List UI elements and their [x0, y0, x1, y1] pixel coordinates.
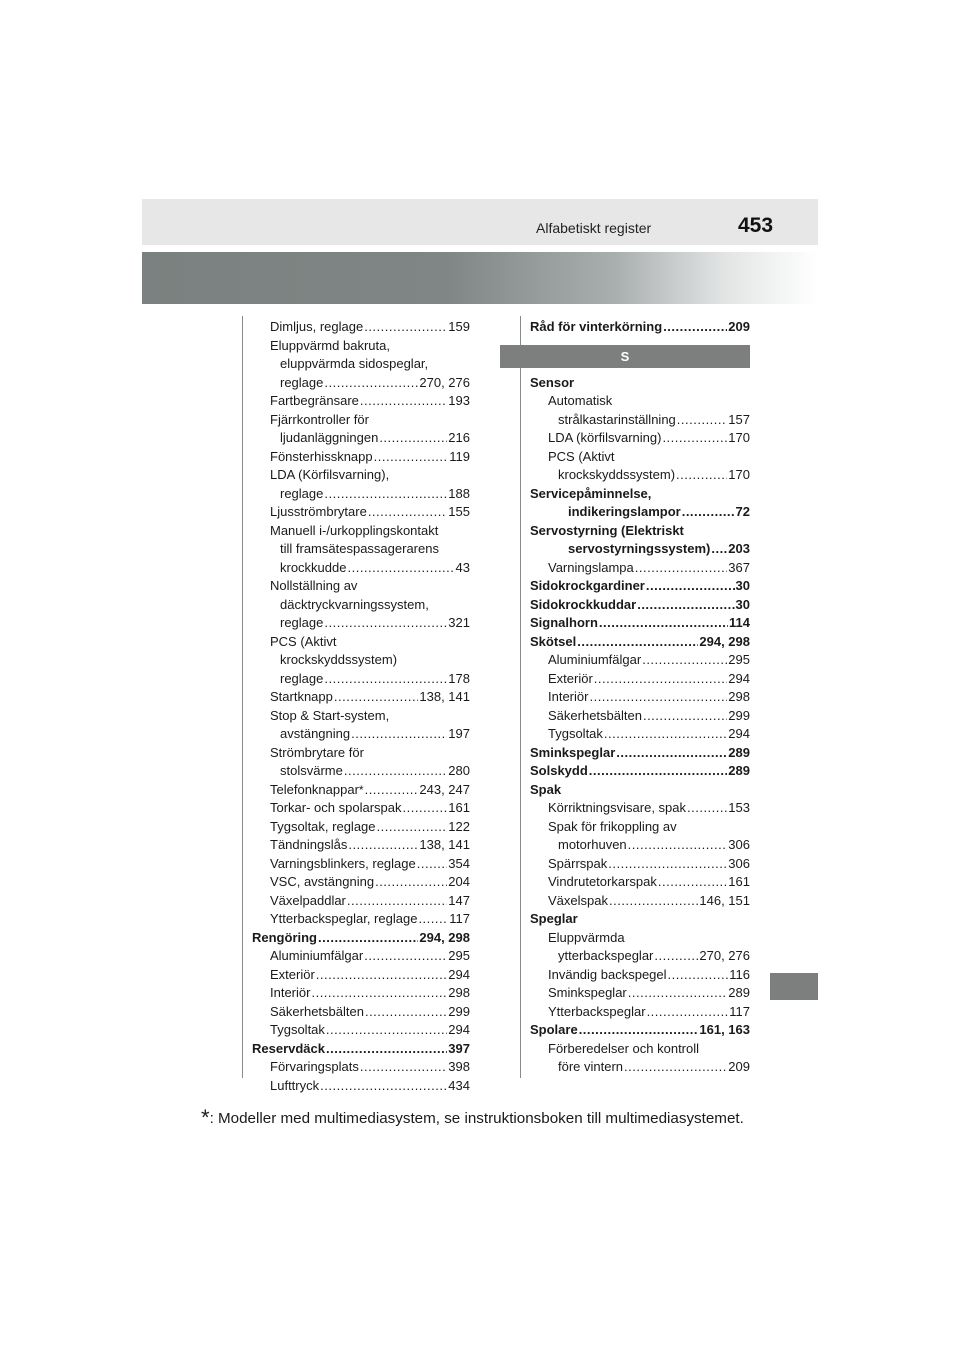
- index-entry: [530, 984, 750, 1003]
- index-entry: [252, 540, 470, 559]
- index-entry-text: Ytterbackspeglar: [548, 1003, 646, 1019]
- index-entry-page: 367: [728, 559, 750, 575]
- dot-leader: [403, 799, 448, 818]
- index-entry-page: 216: [448, 430, 470, 445]
- index-entry-text: Eluppvärmd bakruta,: [270, 337, 390, 353]
- index-entry: [530, 670, 750, 689]
- index-entry: [530, 596, 750, 615]
- index-entry-text: till framsätespassagerarens: [280, 541, 439, 556]
- index-entry-text: Tygsoltak: [548, 726, 603, 741]
- dot-leader: [311, 984, 447, 1003]
- index-entry-text: Växelspak: [548, 892, 608, 908]
- index-entry-page: 114: [729, 615, 750, 630]
- footnote: [201, 1105, 744, 1130]
- dot-leader: [628, 836, 728, 855]
- index-entry: [252, 892, 470, 911]
- index-entry-page: 161, 163: [699, 1022, 750, 1037]
- index-entry: [530, 466, 750, 485]
- index-entry-text: Strömbrytare för: [270, 744, 364, 760]
- index-entry-page: 294: [448, 966, 470, 982]
- dot-leader: [647, 1003, 729, 1022]
- index-entry: [252, 670, 470, 689]
- index-entry: [252, 688, 470, 707]
- index-entry: [252, 984, 470, 1003]
- dot-leader: [365, 781, 419, 800]
- index-entry-page: 43: [455, 559, 470, 575]
- index-entry: [252, 855, 470, 874]
- index-entry-text: reglage: [280, 670, 324, 686]
- index-column-right: [530, 318, 750, 1077]
- index-entry: [530, 910, 750, 929]
- index-entry: [530, 577, 750, 596]
- index-entry-text: Interiör: [548, 689, 589, 704]
- index-entry-page: 295: [728, 652, 750, 667]
- index-entry-text: Startknapp: [270, 689, 333, 704]
- index-entry-text: Säkerhetsbälten: [270, 1003, 364, 1019]
- index-entry-text: Fönsterhissknapp: [270, 448, 373, 464]
- dot-leader: [687, 799, 727, 818]
- index-entry-page: 354: [448, 855, 470, 871]
- index-entry: [252, 596, 470, 615]
- dot-leader: [609, 892, 698, 911]
- index-entry: [530, 725, 750, 744]
- index-entry-text: VSC, avstängning: [270, 874, 375, 889]
- index-entry-page: 209: [728, 319, 750, 334]
- index-entry-page: 170: [728, 467, 750, 482]
- index-entry-text: Spärrspak: [548, 855, 608, 871]
- index-entry: [530, 892, 750, 911]
- index-entry-page: 298: [728, 689, 750, 704]
- index-entry-text: däcktryckvarningssystem,: [280, 596, 429, 612]
- index-entry-page: 299: [728, 707, 750, 723]
- index-entry-page: 294, 298: [699, 633, 750, 649]
- index-entry: [252, 411, 470, 430]
- index-entry-text: Sminkspeglar: [548, 985, 627, 1000]
- index-entry-text: Tygsoltak, reglage: [270, 818, 376, 834]
- index-entry: [252, 744, 470, 763]
- index-entry-text: Spolare: [530, 1022, 578, 1037]
- dot-leader: [579, 1021, 699, 1040]
- index-entry-page: 30: [735, 596, 750, 612]
- dot-leader: [374, 448, 449, 467]
- index-entry: [530, 799, 750, 818]
- index-entry-page: 209: [728, 1059, 750, 1074]
- index-entry-text: Växelpaddlar: [270, 892, 346, 908]
- index-entry: [252, 725, 470, 744]
- index-entry: [252, 651, 470, 670]
- dot-leader: [316, 966, 448, 985]
- index-entry-text: Ytterbackspeglar, reglage: [270, 911, 418, 926]
- index-entry-text: motorhuven: [558, 837, 627, 852]
- index-entry-text: Sminkspeglar: [530, 744, 616, 760]
- index-entry: [252, 818, 470, 837]
- index-entry-page: 270, 276: [419, 374, 470, 390]
- index-entry-text: före vintern: [558, 1059, 624, 1074]
- dot-leader: [624, 1058, 727, 1077]
- index-entry-page: 193: [448, 393, 470, 408]
- index-entry-page: 157: [728, 411, 750, 427]
- index-entry-page: 397: [448, 1040, 470, 1056]
- index-entry-page: 434: [448, 1077, 470, 1093]
- index-entry: [530, 411, 750, 430]
- dot-leader: [379, 429, 447, 448]
- dot-leader: [364, 947, 447, 966]
- dot-leader: [365, 1003, 447, 1022]
- dot-leader: [616, 744, 727, 763]
- index-entry-text: krockkudde: [280, 559, 347, 575]
- index-entry: [530, 1058, 750, 1077]
- index-entry-page: 117: [729, 1003, 750, 1019]
- index-entry: [530, 429, 750, 448]
- index-entry-page: 294: [448, 1022, 470, 1037]
- index-entry-text: Reservdäck: [252, 1040, 325, 1056]
- index-entry: [252, 910, 470, 929]
- dot-leader: [635, 559, 728, 578]
- index-entry-page: 197: [448, 726, 470, 741]
- dot-leader: [326, 1040, 447, 1059]
- index-entry: [252, 522, 470, 541]
- index-entry-text: Stop & Start-system,: [270, 707, 390, 723]
- index-entry-text: Rengöring: [252, 929, 317, 945]
- index-column-left: [252, 318, 470, 1095]
- index-entry-text: LDA (körfilsvarning): [548, 430, 662, 445]
- index-entry-text: LDA (Körfilsvarning),: [270, 467, 390, 482]
- column-divider-middle: [520, 316, 521, 1078]
- dot-leader: [663, 318, 727, 337]
- index-entry: [252, 614, 470, 633]
- index-entry-text: Spak: [530, 781, 562, 797]
- dot-leader: [417, 855, 448, 874]
- index-entry: [252, 1021, 470, 1040]
- dot-leader: [344, 762, 447, 781]
- index-entry-page: 117: [449, 911, 470, 926]
- index-entry: [530, 522, 750, 541]
- index-entry: [530, 762, 750, 781]
- index-entry-page: 138, 141: [419, 837, 470, 852]
- index-entry-page: 30: [735, 578, 750, 593]
- index-entry-text: Sidokrockgardiner: [530, 578, 645, 593]
- index-entry-page: 289: [728, 985, 750, 1000]
- index-entry: [252, 355, 470, 374]
- index-entry-text: krockskyddssystem): [280, 652, 398, 667]
- dot-leader: [668, 966, 729, 985]
- index-entry-text: Dimljus, reglage: [270, 319, 364, 334]
- index-entry-page: 153: [728, 800, 750, 815]
- index-entry-text: Interiör: [270, 985, 311, 1000]
- index-entry-text: krockskyddssystem): [558, 467, 676, 482]
- index-entry-text: Förvaringsplats: [270, 1059, 359, 1074]
- dot-leader: [364, 318, 447, 337]
- index-entry-text: Telefonknappar: [270, 781, 359, 797]
- dot-leader: [347, 892, 447, 911]
- index-entry: [252, 485, 470, 504]
- index-entry-page: 146, 151: [699, 892, 750, 908]
- index-entry: [252, 707, 470, 726]
- index-entry-text: Invändig backspegel: [548, 966, 667, 982]
- dot-leader: [646, 577, 735, 596]
- index-entry: [530, 1003, 750, 1022]
- index-entry-page: 306: [728, 855, 750, 871]
- index-entry-text: Fartbegränsare: [270, 393, 359, 408]
- index-entry-page: 299: [448, 1003, 470, 1019]
- index-entry-text: avstängning: [280, 726, 351, 741]
- index-entry: [252, 559, 470, 578]
- index-entry-page: 306: [728, 837, 750, 852]
- index-entry-page: 72: [735, 504, 750, 519]
- index-entry-text: Körriktningsvisare, spak: [548, 800, 686, 815]
- index-entry: [252, 873, 470, 892]
- index-entry: [530, 448, 750, 467]
- index-entry-page: 116: [729, 966, 750, 982]
- index-entry-text: Sensor: [530, 374, 575, 390]
- index-entry: [252, 929, 470, 948]
- index-entry-text: Nollställning av: [270, 578, 358, 593]
- index-entry: [530, 651, 750, 670]
- index-entry: [530, 318, 750, 337]
- dot-leader: [604, 725, 727, 744]
- index-entry: [252, 1040, 470, 1059]
- index-entry-page: 178: [448, 670, 470, 686]
- index-entry-text: reglage: [280, 374, 324, 390]
- index-entry-text: Säkerhetsbälten: [548, 707, 642, 723]
- dot-leader: [711, 540, 727, 559]
- section-heading-s: S: [500, 345, 750, 368]
- footnote-text: : Modeller med multimediasystem, se instruktionsboken till multimediasystemet.: [209, 1110, 744, 1127]
- dot-leader: [682, 503, 735, 522]
- index-entry: [252, 799, 470, 818]
- dot-leader: [654, 947, 698, 966]
- index-entry: [252, 633, 470, 652]
- index-entry: [530, 485, 750, 504]
- dot-leader: [642, 651, 727, 670]
- dot-leader: [324, 374, 418, 393]
- index-entry-text: Lufttryck: [270, 1077, 320, 1093]
- index-entry-text: PCS (Aktivt: [548, 448, 615, 464]
- index-entry-page: 170: [728, 430, 750, 445]
- dot-leader: [318, 929, 418, 948]
- index-entry-page: 295: [448, 948, 470, 963]
- page-number: 453: [738, 214, 774, 237]
- dot-leader: [324, 485, 447, 504]
- index-entry: [530, 873, 750, 892]
- index-entry-text: Exteriör: [548, 670, 593, 686]
- index-entry-text: Manuell i-/urkopplingskontakt: [270, 522, 439, 538]
- dot-leader: [637, 596, 734, 615]
- index-entry: [530, 559, 750, 578]
- index-entry: [252, 1058, 470, 1077]
- index-entry: [252, 337, 470, 356]
- index-entry-page: 289: [728, 744, 750, 760]
- index-entry: [252, 966, 470, 985]
- index-entry: [530, 855, 750, 874]
- dot-leader: [577, 633, 698, 652]
- index-entry: [530, 503, 750, 522]
- dot-leader: [326, 1021, 447, 1040]
- index-entry-text: Råd för vinterkörning: [530, 319, 663, 334]
- dot-leader: [608, 855, 727, 874]
- index-entry-text: Förberedelser och kontroll: [548, 1040, 700, 1056]
- index-entry-text: Speglar: [530, 911, 578, 926]
- index-entry: [252, 762, 470, 781]
- index-entry: [530, 374, 750, 393]
- dot-leader: [599, 614, 728, 633]
- index-entry-page: 138, 141: [419, 689, 470, 704]
- dot-leader: [324, 614, 447, 633]
- index-entry: [530, 818, 750, 837]
- index-entry-text: stolsvärme: [280, 763, 343, 778]
- dot-leader: [676, 466, 727, 485]
- index-entry: [530, 688, 750, 707]
- index-entry-page: 159: [448, 319, 470, 334]
- index-entry-page: 289: [728, 763, 750, 778]
- column-divider-left: [242, 316, 243, 1078]
- dot-leader: [643, 707, 727, 726]
- dot-leader: [360, 1058, 447, 1077]
- index-entry-text: Skötsel: [530, 633, 577, 649]
- index-entry-text: Servicepåminnelse,: [530, 485, 652, 501]
- index-entry: [530, 633, 750, 652]
- index-entry-page: 280: [448, 763, 470, 778]
- index-entry-text: Aluminiumfälgar: [548, 652, 642, 667]
- index-entry: [530, 1021, 750, 1040]
- index-entry-page: 294, 298: [419, 929, 470, 945]
- dot-leader: [375, 873, 447, 892]
- header-bar: [142, 199, 818, 245]
- footnote-marker: *: [201, 1105, 210, 1130]
- dot-leader: [351, 725, 447, 744]
- index-entry: [530, 947, 750, 966]
- index-entry: [252, 429, 470, 448]
- index-group-r-end: [530, 318, 750, 337]
- index-entry: [530, 744, 750, 763]
- dot-leader: [360, 392, 447, 411]
- index-entry-page: 243, 247: [419, 781, 470, 797]
- index-entry-text: indikeringslampor: [568, 504, 681, 519]
- index-entry-text: Solskydd: [530, 763, 588, 778]
- index-entry: [252, 947, 470, 966]
- index-entry-text: Varningslampa: [548, 559, 634, 575]
- dot-leader: [594, 670, 728, 689]
- dot-leader: [377, 818, 448, 837]
- index-entry: [530, 836, 750, 855]
- index-entry-text: Fjärrkontroller för: [270, 411, 369, 427]
- index-entry-page: 122: [448, 818, 470, 834]
- index-entry-text: Ljusströmbrytare: [270, 504, 367, 519]
- index-entry-text: Eluppvärmda: [548, 929, 625, 945]
- index-entry-text: strålkastarinställning: [558, 411, 676, 427]
- dot-leader: [348, 836, 418, 855]
- index-entry-page: 294: [728, 726, 750, 741]
- index-entry: [252, 392, 470, 411]
- index-entry-text: Exteriör: [270, 966, 315, 982]
- dot-leader: [589, 762, 728, 781]
- index-entry-text: Automatisk: [548, 393, 613, 408]
- index-entry: [252, 448, 470, 467]
- dot-leader: [418, 910, 448, 929]
- dot-leader: [320, 1077, 447, 1096]
- index-entry-text: PCS (Aktivt: [270, 633, 337, 649]
- index-entry-page: 294: [728, 670, 750, 686]
- index-entry-page: 321: [448, 615, 470, 630]
- dot-leader: [677, 411, 728, 430]
- index-entry-text: Vindrutetorkarspak: [548, 874, 657, 889]
- index-entry: [530, 707, 750, 726]
- index-entry: [530, 781, 750, 800]
- index-entry: [530, 392, 750, 411]
- page-header-title: Alfabetiskt register: [536, 220, 652, 236]
- index-group-s: [530, 374, 750, 1077]
- index-entry: [252, 836, 470, 855]
- dot-leader: [334, 688, 419, 707]
- dot-leader: [368, 503, 447, 522]
- index-entry-text: Aluminiumfälgar: [270, 948, 364, 963]
- index-entry-page: 270, 276: [699, 948, 750, 963]
- index-entry: [252, 1003, 470, 1022]
- index-entry-page: 188: [448, 485, 470, 501]
- index-entry-text: reglage: [280, 485, 324, 501]
- index-entry-text: Tändningslås: [270, 837, 348, 852]
- index-entry: [252, 318, 470, 337]
- dot-leader: [662, 429, 727, 448]
- index-entry-text: eluppvärmda sidospeglar,: [280, 356, 429, 371]
- index-entry-page: 161: [728, 874, 750, 889]
- index-entry: [252, 466, 470, 485]
- index-entry: [530, 540, 750, 559]
- dot-leader: [658, 873, 727, 892]
- index-entry-text: servostyrningssystem): [568, 541, 711, 556]
- index-entry-text: ytterbackspeglar: [558, 948, 654, 963]
- index-entry-text: Tygsoltak: [270, 1022, 325, 1037]
- index-entry-text: Signalhorn: [530, 615, 598, 630]
- index-entry-page: 161: [448, 800, 470, 815]
- index-entry-page: 398: [448, 1059, 470, 1074]
- index-entry-text: Servostyrning (Elektriskt: [530, 522, 684, 538]
- index-entry: [530, 929, 750, 948]
- index-entry: [530, 614, 750, 633]
- index-entry: [252, 503, 470, 522]
- dot-leader: [589, 688, 727, 707]
- index-entry-text: Torkar- och spolarspak: [270, 800, 402, 815]
- index-entry-text: ljudanläggningen: [280, 430, 379, 445]
- index-entry-page: 298: [448, 985, 470, 1000]
- index-entry-page: 204: [448, 874, 470, 889]
- index-entry-text: Sidokrockkuddar: [530, 596, 637, 612]
- index-entry-page: 119: [449, 448, 470, 464]
- index-entry: [530, 1040, 750, 1059]
- index-entry: [252, 374, 470, 393]
- index-entry: [530, 966, 750, 985]
- dot-leader: [324, 670, 447, 689]
- index-entry-text: reglage: [280, 615, 324, 630]
- index-entry: [252, 1077, 470, 1096]
- index-entry: Telefonknappar * ..... 243, 247: [252, 781, 470, 800]
- index-entry-page: 155: [448, 504, 470, 519]
- decorative-gradient-band: [142, 252, 818, 304]
- index-entry-text: Spak för frikoppling av: [548, 818, 677, 834]
- index-entry-text: Varningsblinkers, reglage: [270, 855, 416, 871]
- index-entry: [252, 577, 470, 596]
- index-entry-page: 203: [728, 541, 750, 556]
- dot-leader: [347, 559, 454, 578]
- index-entry-page: 147: [448, 892, 470, 908]
- section-thumb-tab: [770, 973, 818, 1000]
- dot-leader: [628, 984, 728, 1003]
